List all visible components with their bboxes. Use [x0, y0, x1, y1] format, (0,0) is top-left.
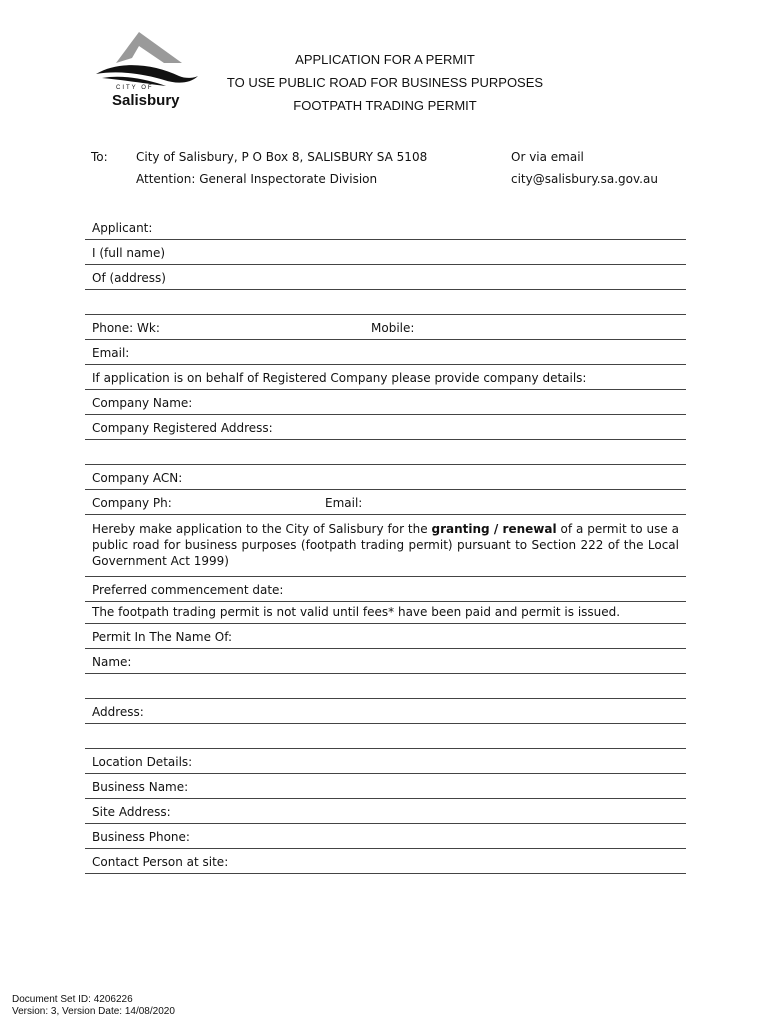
contact-person-label: Contact Person at site:: [92, 855, 229, 869]
address-field[interactable]: [85, 265, 686, 290]
company-address-continued-field[interactable]: [85, 440, 686, 465]
address-continued-field[interactable]: [85, 290, 686, 315]
full-name-field[interactable]: [85, 240, 686, 265]
contact-person-field[interactable]: [85, 849, 686, 874]
site-address-label: Site Address:: [92, 805, 171, 819]
phone-wk-label: Phone: Wk:: [92, 321, 160, 335]
phone-row[interactable]: [85, 315, 686, 340]
business-name-field[interactable]: [85, 774, 686, 799]
company-acn-field[interactable]: [85, 465, 686, 490]
to-address: City of Salisbury, P O Box 8, SALISBURY SA 5108: [136, 150, 428, 164]
commencement-label: Preferred commencement date:: [92, 583, 284, 597]
mobile-label: Mobile:: [371, 321, 415, 335]
company-name-field[interactable]: [85, 390, 686, 415]
commencement-date-field[interactable]: [85, 577, 686, 602]
document-id: Document Set ID: 4206226: [12, 994, 133, 1005]
name-label: Name:: [92, 655, 132, 669]
company-note: If application is on behalf of Registered Company please provide company details:: [92, 371, 587, 385]
company-acn-label: Company ACN:: [92, 471, 183, 485]
email-label: Email:: [92, 346, 130, 360]
form-title-line-1: APPLICATION FOR A PERMIT: [295, 52, 475, 67]
company-ph-label: Company Ph:: [92, 496, 172, 510]
permit-address-label: Address:: [92, 705, 144, 719]
business-phone-label: Business Phone:: [92, 830, 190, 844]
city-of-salisbury-logo: [94, 30, 204, 110]
applicant-row: [85, 215, 686, 240]
email-via-label: Or via email: [511, 150, 584, 164]
name-field[interactable]: [85, 649, 686, 674]
permit-name-of-label: Permit In The Name Of:: [92, 630, 233, 644]
company-address-label: Company Registered Address:: [92, 421, 273, 435]
logo-city-of: CITY OF: [116, 85, 154, 91]
document-version: Version: 3, Version Date: 14/08/2020: [12, 1006, 175, 1017]
to-attention: Attention: General Inspectorate Division: [136, 172, 378, 186]
fees-note-row: [85, 602, 686, 624]
applicant-label: Applicant:: [92, 221, 153, 235]
to-label: To:: [91, 150, 108, 164]
address-label: Of (address): [92, 271, 166, 285]
form-title-line-2: TO USE PUBLIC ROAD FOR BUSINESS PURPOSES: [226, 75, 544, 90]
site-address-field[interactable]: [85, 799, 686, 824]
declaration-text-end: of a permit to use a public road for business purposes (footpath trading permit) pursuant to Section 222 of the Local Government Act 1999): [92, 522, 679, 568]
company-email-label: Email:: [325, 496, 363, 510]
location-details-label: Location Details:: [92, 755, 193, 769]
business-phone-field[interactable]: [85, 824, 686, 849]
permit-name-of-row: [85, 624, 686, 649]
company-phone-row[interactable]: [85, 490, 686, 515]
business-name-label: Business Name:: [92, 780, 189, 794]
company-note-row: [85, 365, 686, 390]
declaration-text-start: Hereby make application to the City of Salisbury for the: [92, 522, 432, 536]
form-title-line-3: FOOTPATH TRADING PERMIT: [293, 98, 477, 113]
company-address-field[interactable]: [85, 415, 686, 440]
fees-note: The footpath trading permit is not valid until fees* have been paid and permit is issued.: [92, 605, 621, 619]
permit-address-field[interactable]: [85, 699, 686, 724]
declaration-bold-text: granting / renewal: [431, 522, 557, 536]
location-details-row: [85, 749, 686, 774]
permit-address-continued-field[interactable]: [85, 724, 686, 749]
logo-salisbury: Salisbury: [112, 92, 180, 109]
declaration-paragraph: [85, 521, 686, 577]
email-field[interactable]: [85, 340, 686, 365]
full-name-label: I (full name): [92, 246, 166, 260]
logo-mark-icon: [94, 30, 204, 90]
council-email: city@salisbury.sa.gov.au: [511, 172, 658, 186]
company-name-label: Company Name:: [92, 396, 193, 410]
name-continued-field[interactable]: [85, 674, 686, 699]
